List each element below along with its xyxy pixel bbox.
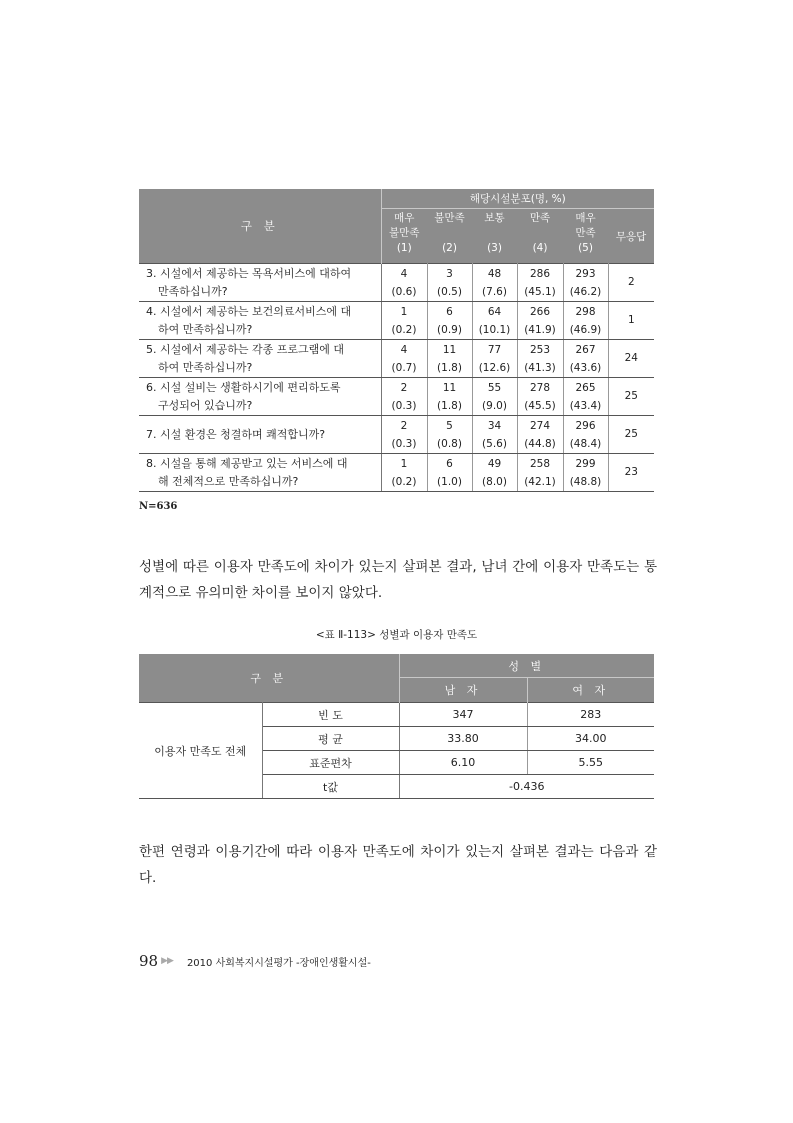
table-row: [139, 703, 654, 727]
no-response-cell: 23: [608, 454, 654, 492]
no-response-cell: 2: [608, 264, 654, 302]
header-dissatisfied: 불만족 (2): [427, 209, 472, 264]
t-value: -0.436: [399, 775, 654, 799]
question-cell: 6. 시설 설비는 생활하시기에 편리하도록 구성되어 있습니까?: [139, 378, 381, 416]
header-female: 여 자: [527, 678, 654, 703]
count-percent-cell: 64 (10.1): [472, 302, 517, 340]
count-percent-cell: 258 (42.1): [517, 454, 563, 492]
count-percent-cell: 55 (9.0): [472, 378, 517, 416]
count-percent-cell: 1 (0.2): [381, 454, 427, 492]
count-percent-cell: 274 (44.8): [517, 416, 563, 454]
count-percent-cell: 4 (0.7): [381, 340, 427, 378]
count-percent-cell: 266 (41.9): [517, 302, 563, 340]
count-percent-cell: 6 (1.0): [427, 454, 472, 492]
page-footer: [139, 952, 371, 970]
paragraph-gender-result: 성별에 따른 이용자 만족도에 차이가 있는지 살펴본 결과, 남녀 간에 이용자 만족도는 통계적으로 유의미한 차이를 보이지 않았다.: [139, 559, 657, 601]
page-number: 98: [139, 952, 159, 970]
count-percent-cell: 253 (41.3): [517, 340, 563, 378]
count-percent-cell: 1 (0.2): [381, 302, 427, 340]
count-percent-cell: 48 (7.6): [472, 264, 517, 302]
count-percent-cell: 11 (1.8): [427, 378, 472, 416]
count-percent-cell: 34 (5.6): [472, 416, 517, 454]
count-percent-cell: 278 (45.5): [517, 378, 563, 416]
row-label: 빈 도: [262, 703, 399, 727]
gender-satisfaction-table: [139, 654, 654, 799]
table-caption: <표 Ⅱ-113> 성별과 이용자 만족도: [315, 629, 478, 641]
count-percent-cell: 265 (43.4): [563, 378, 608, 416]
count-percent-cell: 286 (45.1): [517, 264, 563, 302]
row-label: 표준편차: [262, 751, 399, 775]
header-male: 남 자: [399, 678, 527, 703]
count-percent-cell: 2 (0.3): [381, 416, 427, 454]
question-cell: 7. 시설 환경은 청결하며 쾌적합니까?: [139, 416, 381, 454]
count-percent-cell: 77 (12.6): [472, 340, 517, 378]
count-percent-cell: 5 (0.8): [427, 416, 472, 454]
male-value: 6.10: [399, 751, 527, 775]
question-cell: 4. 시설에서 제공하는 보건의료서비스에 대 하여 만족하십니까?: [139, 302, 381, 340]
header-gubun: 구 분: [139, 654, 399, 703]
female-value: 34.00: [527, 727, 654, 751]
female-value: 283: [527, 703, 654, 727]
header-very-dissatisfied: 매우 불만족 (1): [381, 209, 427, 264]
footer-text: 2010 사회복지시설평가 -장애인생활시설-: [186, 957, 371, 969]
count-percent-cell: 296 (48.4): [563, 416, 608, 454]
question-cell: 8. 시설을 통해 제공받고 있는 서비스에 대 해 전체적으로 만족하십니까?: [139, 454, 381, 492]
t-value-label: t값: [262, 775, 399, 799]
female-value: 5.55: [527, 751, 654, 775]
header-satisfied: 만족 (4): [517, 209, 563, 264]
header-distribution: 해당시설분포(명, %): [381, 189, 654, 209]
table-row: [139, 302, 654, 340]
arrow-icon: ▶▶: [161, 956, 173, 966]
header-gubun: 구 분: [139, 189, 381, 264]
count-percent-cell: 49 (8.0): [472, 454, 517, 492]
header-sex: 성 별: [399, 654, 654, 678]
satisfaction-distribution-table: [139, 189, 654, 492]
no-response-cell: 1: [608, 302, 654, 340]
no-response-cell: 24: [608, 340, 654, 378]
table-row: [139, 264, 654, 302]
no-response-cell: 25: [608, 416, 654, 454]
question-cell: 3. 시설에서 제공하는 목욕서비스에 대하여 만족하십니까?: [139, 264, 381, 302]
table-row: [139, 340, 654, 378]
row-group-label: 이용자 만족도 전체: [139, 703, 262, 799]
count-percent-cell: 299 (48.8): [563, 454, 608, 492]
count-percent-cell: 2 (0.3): [381, 378, 427, 416]
count-percent-cell: 293 (46.2): [563, 264, 608, 302]
question-cell: 5. 시설에서 제공하는 각종 프로그램에 대 하여 만족하십니까?: [139, 340, 381, 378]
header-neutral: 보통 (3): [472, 209, 517, 264]
row-label: 평 균: [262, 727, 399, 751]
count-percent-cell: 4 (0.6): [381, 264, 427, 302]
table-row: [139, 378, 654, 416]
no-response-cell: 25: [608, 378, 654, 416]
count-percent-cell: 3 (0.5): [427, 264, 472, 302]
male-value: 33.80: [399, 727, 527, 751]
table-row: [139, 454, 654, 492]
count-percent-cell: 6 (0.9): [427, 302, 472, 340]
header-very-satisfied: 매우 만족 (5): [563, 209, 608, 264]
header-no-response: 무응답: [608, 209, 654, 264]
count-percent-cell: 298 (46.9): [563, 302, 608, 340]
table-row: [139, 416, 654, 454]
sample-size-label: N=636: [139, 501, 178, 512]
count-percent-cell: 11 (1.8): [427, 340, 472, 378]
male-value: 347: [399, 703, 527, 727]
count-percent-cell: 267 (43.6): [563, 340, 608, 378]
paragraph-age-duration: 한편 연령과 이용기간에 따라 이용자 만족도에 차이가 있는지 살펴본 결과는 다음과 같다.: [139, 844, 657, 886]
